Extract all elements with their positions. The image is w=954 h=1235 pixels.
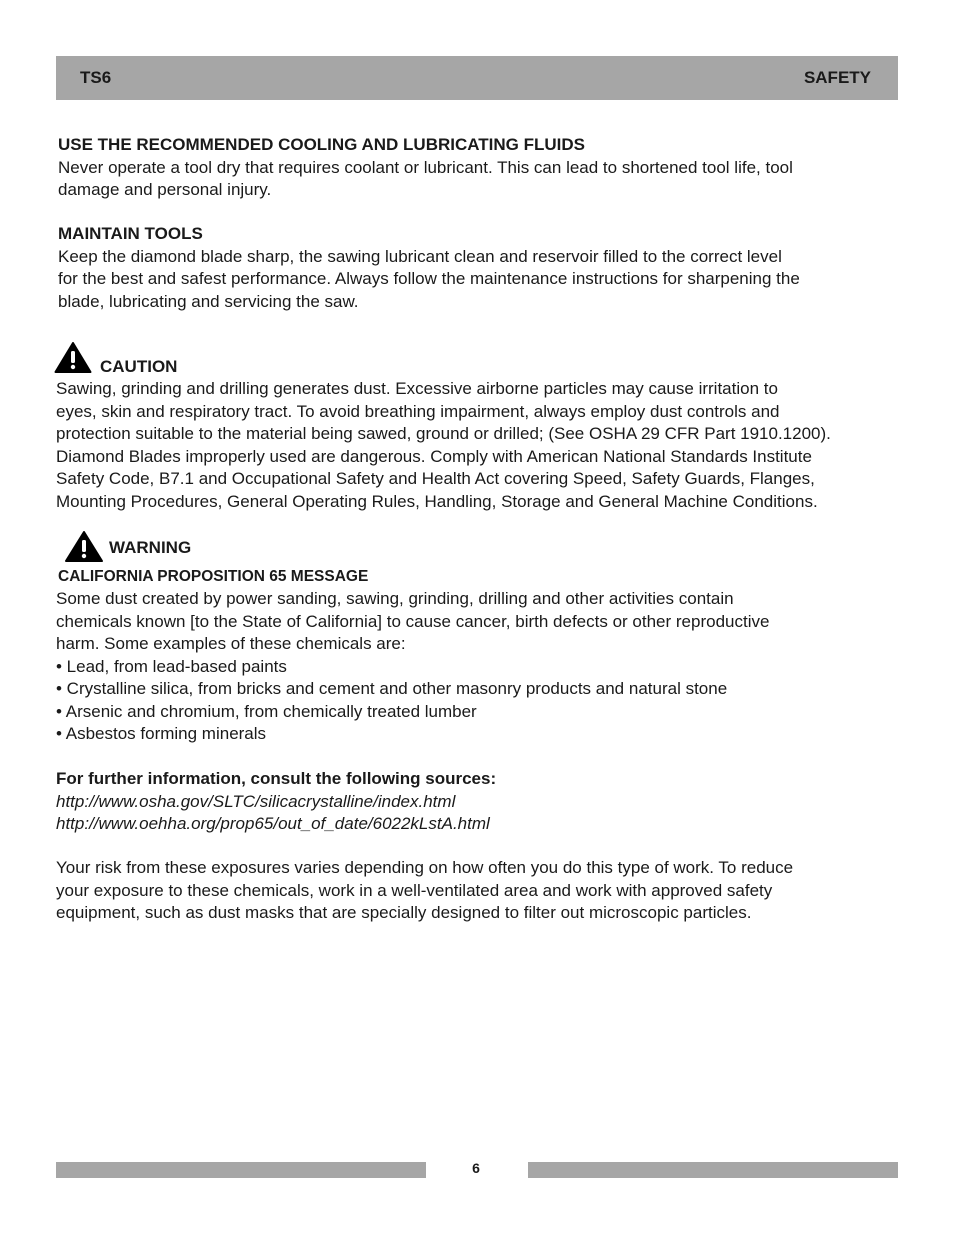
risk-text-line: your exposure to these chemicals, work in a well-ventilated area and work with approved safety — [56, 880, 773, 900]
caution-text-line: Mounting Procedures, General Operating Rules, Handling, Storage and General Machine Conditions. — [56, 491, 818, 511]
caution-text-line: Sawing, grinding and drilling generates dust. Excessive airborne particles may cause irritation to — [56, 379, 778, 398]
risk-section — [56, 857, 793, 925]
list-item: • Arsenic and chromium, from chemically treated lumber — [56, 701, 477, 721]
caution-section — [56, 378, 831, 513]
caution-text-line: protection suitable to the material being sawed, ground or drilled; (See OSHA 29 CFR Part 1910.1200). — [56, 424, 831, 443]
risk-text-line: Your risk from these exposures varies depending on how often you do this type of work. To reduce — [56, 858, 794, 877]
cooling-text-line: damage and personal injury. — [58, 180, 272, 199]
warning-text-line: chemicals known [to the State of California] to cause cancer, birth defects or other reproductive — [56, 611, 770, 631]
list-item: • Asbestos forming minerals — [56, 724, 267, 743]
page-header-bar — [56, 56, 898, 100]
risk-text-line: equipment, such as dust masks that are specially designed to filter out microscopic particles. — [56, 903, 752, 922]
footer-bar-right — [528, 1162, 898, 1178]
caution-label: CAUTION — [100, 357, 178, 376]
warning-text-line: Some dust created by power sanding, sawing, grinding, drilling and other activities contain — [56, 589, 734, 608]
caution-text-line: eyes, skin and respiratory tract. To avoid breathing impairment, always employ dust controls and — [56, 401, 780, 421]
cooling-text-line: Never operate a tool dry that requires coolant or lubricant. This can lead to shortened tool life, tool — [58, 157, 793, 177]
source-link[interactable]: http://www.oehha.org/prop65/out_of_date/6022kLstA.html — [56, 814, 490, 833]
maintain-heading: MAINTAIN TOOLS — [58, 224, 203, 243]
warning-triangle-icon — [64, 530, 104, 568]
maintain-text-line: for the best and safest performance. Always follow the maintenance instructions for sharpening the — [58, 269, 800, 288]
warning-section — [56, 588, 769, 746]
sources-heading: For further information, consult the following sources: — [56, 769, 497, 788]
source-link[interactable]: http://www.osha.gov/SLTC/silicacrystalline/index.html — [56, 791, 456, 811]
warning-text-line: harm. Some examples of these chemicals are: — [56, 634, 406, 653]
model-label: TS6 — [80, 68, 112, 87]
cooling-heading: USE THE RECOMMENDED COOLING AND LUBRICATING FLUIDS — [58, 135, 585, 154]
maintain-text-line: Keep the diamond blade sharp, the sawing lubricant clean and reservoir filled to the correct level — [58, 246, 782, 266]
warning-label: WARNING — [109, 538, 192, 557]
prop65-heading: CALIFORNIA PROPOSITION 65 MESSAGE — [58, 568, 369, 585]
caution-text-line: Safety Code, B7.1 and Occupational Safety and Health Act covering Speed, Safety Guards, Flanges, — [56, 469, 815, 488]
list-item: • Lead, from lead-based paints — [56, 656, 287, 676]
caution-text-line: Diamond Blades improperly used are dangerous. Comply with American National Standards Institute — [56, 446, 812, 466]
maintain-text-line: blade, lubricating and servicing the saw. — [58, 291, 359, 311]
sources-section — [56, 768, 496, 836]
cooling-section — [58, 134, 793, 202]
maintain-section — [58, 223, 800, 313]
list-item: • Crystalline silica, from bricks and cement and other masonry products and natural stone — [56, 679, 728, 698]
footer-bar-left — [56, 1162, 426, 1178]
section-label: SAFETY — [803, 68, 871, 87]
warning-triangle-icon — [54, 341, 92, 379]
page-number: 6 — [472, 1160, 480, 1176]
